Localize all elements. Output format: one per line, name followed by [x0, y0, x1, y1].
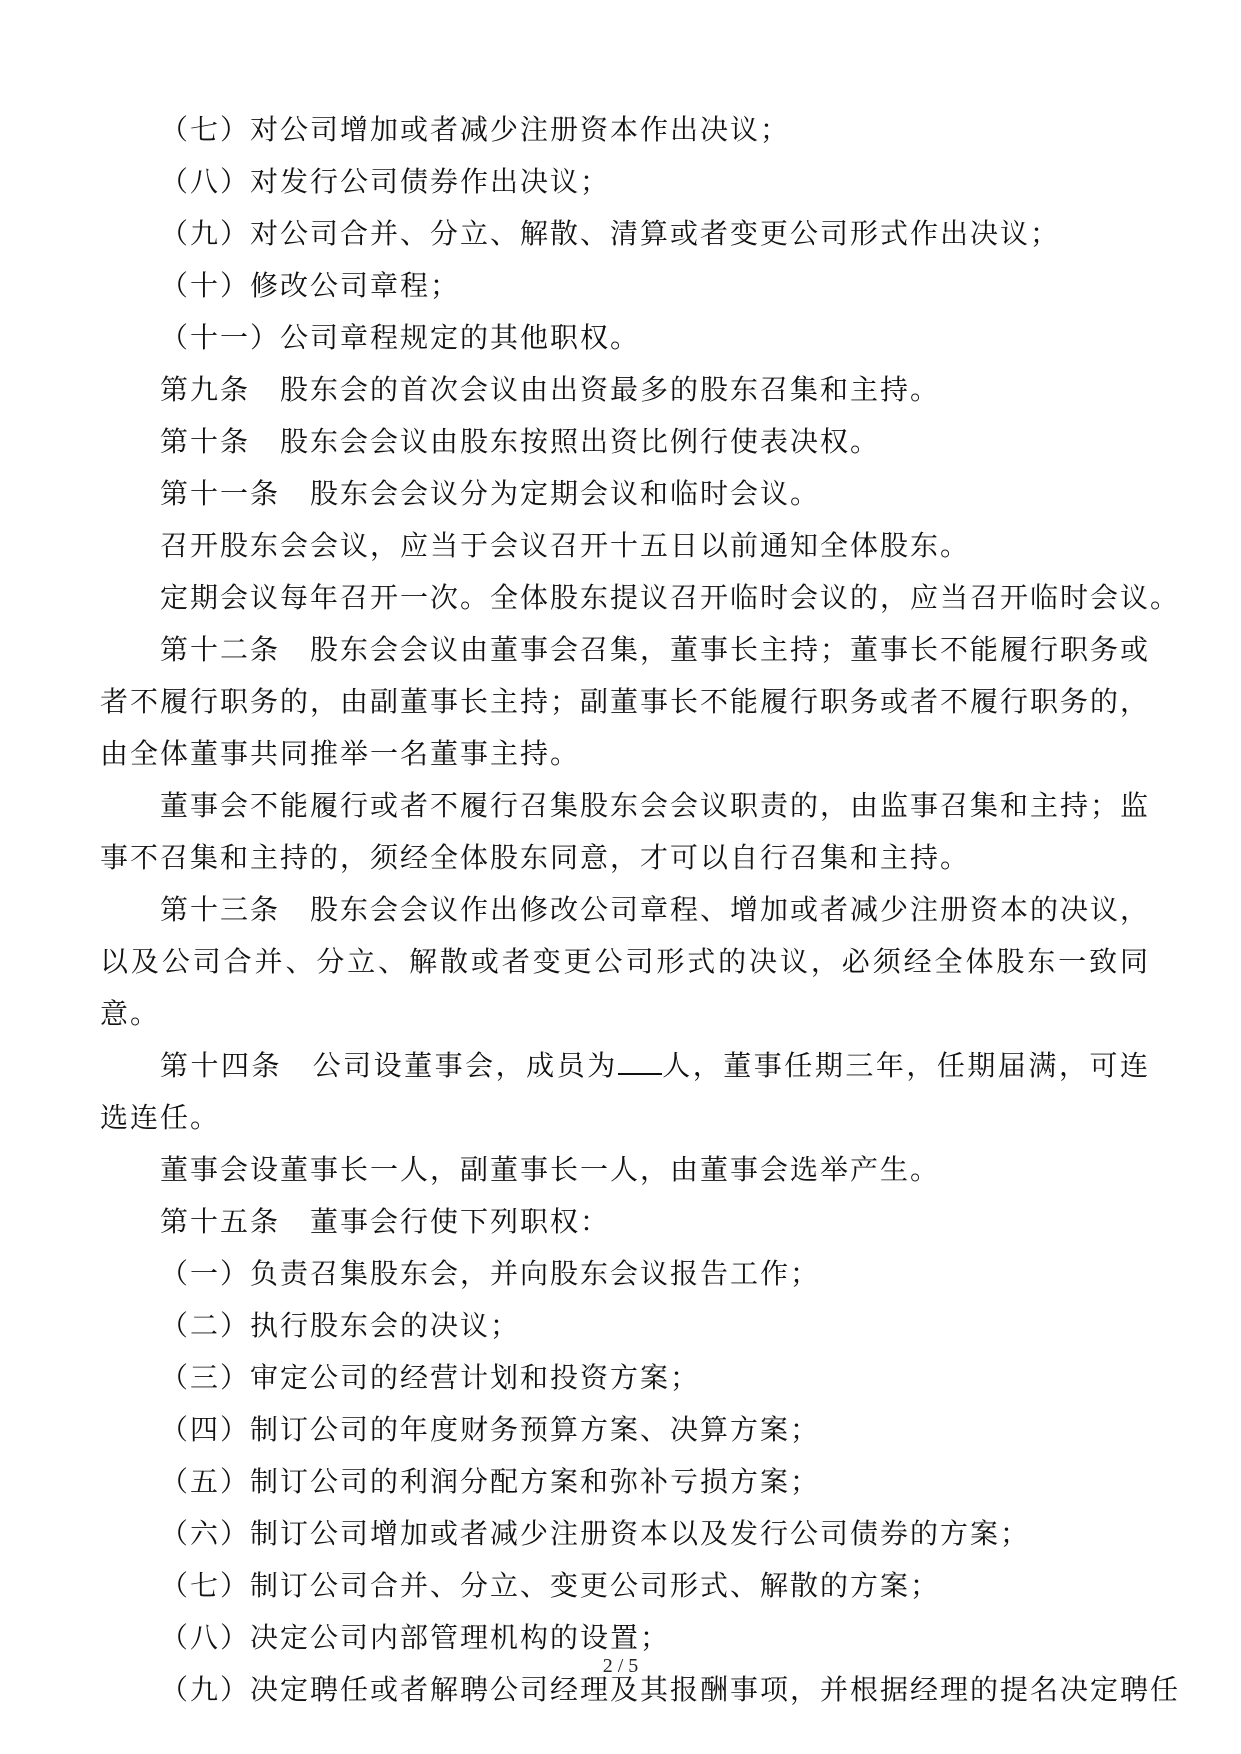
- board-power-item: （四）制订公司的年度财务预算方案、决算方案；: [160, 1413, 821, 1446]
- article-14-start: 第十四条 公司设董事会，成员为: [160, 1049, 618, 1082]
- board-chair-line: 董事会设董事长一人，副董事长一人，由董事会选举产生。: [160, 1153, 941, 1186]
- article-12: 第十二条 股东会会议由董事会召集，董事长主持；董事长不能履行职务或者不履行职务的，由副董事长主持；副董事长不能履行职务或者不履行职务的，由全体董事共同推举一名董事主持。: [100, 633, 1151, 770]
- clause-line: （八）对发行公司债券作出决议；: [160, 165, 611, 198]
- article-9: 第九条 股东会的首次会议由出资最多的股东召集和主持。: [160, 373, 941, 406]
- board-power-item: （七）制订公司合并、分立、变更公司形式、解散的方案；: [160, 1569, 941, 1602]
- article-13: 第十三条 股东会会议作出修改公司章程、增加或者减少注册资本的决议，以及公司合并、分立、解散或者变更公司形式的决议，必须经全体股东一致同意。: [100, 893, 1151, 1030]
- clause-line: （七）对公司增加或者减少注册资本作出决议；: [160, 113, 791, 146]
- clause-line: （十）修改公司章程；: [160, 269, 461, 302]
- article-14-end: 人，董事任期三年，任期届满，可连选连任。: [100, 1049, 1150, 1134]
- page-number: 2 / 5: [602, 1655, 639, 1677]
- member-count-blank: [618, 1051, 662, 1075]
- document-body: [100, 104, 1181, 1716]
- board-power-item: （二）执行股东会的决议；: [160, 1309, 521, 1342]
- article-15: 第十五条 董事会行使下列职权：: [160, 1205, 611, 1238]
- board-power-item: （一）负责召集股东会，并向股东会议报告工作；: [160, 1257, 821, 1290]
- article-12-supervisor: 董事会不能履行或者不履行召集股东会会议职责的，由监事召集和主持；监事不召集和主持的，须经全体股东同意，才可以自行召集和主持。: [100, 789, 1151, 874]
- board-power-item: （八）决定公司内部管理机构的设置；: [160, 1621, 671, 1654]
- clause-line: （九）对公司合并、分立、解散、清算或者变更公司形式作出决议；: [160, 217, 1061, 250]
- board-power-item: （三）审定公司的经营计划和投资方案；: [160, 1361, 701, 1394]
- board-power-item: （九）决定聘任或者解聘公司经理及其报酬事项，并根据经理的提名决定聘任: [160, 1673, 1181, 1706]
- article-11-periodic: 定期会议每年召开一次。全体股东提议召开临时会议的，应当召开临时会议。: [160, 581, 1181, 614]
- article-14: [100, 1040, 1150, 1144]
- board-power-item: （六）制订公司增加或者减少注册资本以及发行公司债券的方案；: [160, 1517, 1031, 1550]
- board-power-item: （五）制订公司的利润分配方案和弥补亏损方案；: [160, 1465, 821, 1498]
- article-11-notice: 召开股东会会议，应当于会议召开十五日以前通知全体股东。: [160, 529, 971, 562]
- article-11: 第十一条 股东会会议分为定期会议和临时会议。: [160, 477, 821, 510]
- clause-line: （十一）公司章程规定的其他职权。: [160, 321, 641, 354]
- article-10: 第十条 股东会会议由股东按照出资比例行使表决权。: [160, 425, 881, 458]
